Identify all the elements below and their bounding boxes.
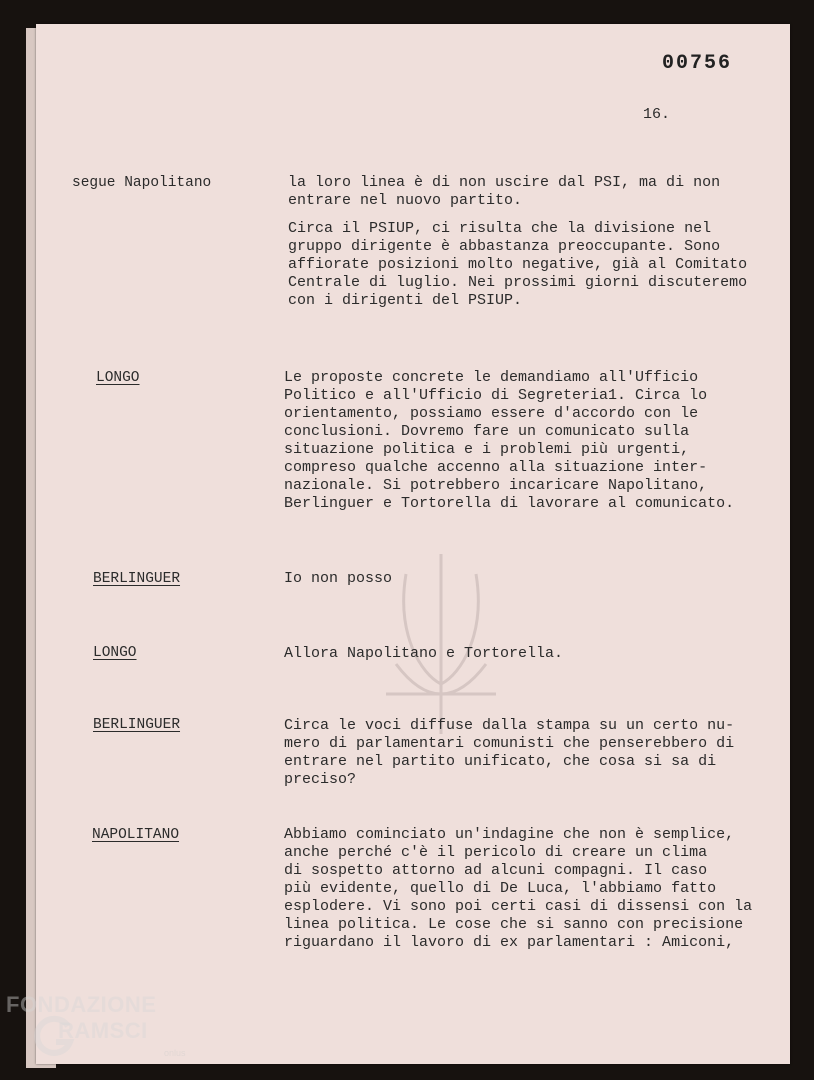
text-line: Abbiamo cominciato un'indagine che non è semplice, xyxy=(284,826,735,843)
text-line: entrare nel partito unificato, che cosa si sa di xyxy=(284,753,717,770)
watermark-line-1: FONDAZIONE xyxy=(6,992,157,1017)
watermark-small-text: onlus xyxy=(164,1048,186,1058)
text-line: Centrale di luglio. Nei prossimi giorni discuteremo xyxy=(288,274,748,291)
speaker-label: LONGO xyxy=(93,645,137,661)
paragraph xyxy=(284,717,784,789)
speaker-label: segue Napolitano xyxy=(72,175,212,191)
text-line: Politico e all'Ufficio di Segreteria1. Circa lo xyxy=(284,387,708,404)
watermark-line-2: RAMSCI xyxy=(58,1018,148,1043)
text-line: nazionale. Si potrebbero incaricare Napolitano, xyxy=(284,477,708,494)
text-line: più evidente, quello di De Luca, l'abbiamo fatto xyxy=(284,880,717,897)
speaker-label: BERLINGUER xyxy=(93,571,181,587)
document-number: 00756 xyxy=(661,52,732,75)
document-page xyxy=(36,24,790,1064)
text-line: gruppo dirigente è abbastanza preoccupante. Sono xyxy=(288,238,721,255)
paragraph xyxy=(284,570,784,588)
text-line: con i dirigenti del PSIUP. xyxy=(288,292,523,309)
text-line: mero di parlamentari comunisti che penserebbero di xyxy=(284,735,735,752)
speech-block xyxy=(288,174,788,310)
text-line: linea politica. Le cose che si sanno con precisione xyxy=(284,916,744,933)
speaker-label: LONGO xyxy=(96,370,140,386)
text-line: situazione politica e i problemi più urgenti, xyxy=(284,441,690,458)
text-line: Berlinguer e Tortorella di lavorare al comunicato. xyxy=(284,495,735,512)
speech-block xyxy=(284,645,784,663)
text-line: Circa le voci diffuse dalla stampa su un certo nu- xyxy=(284,717,735,734)
paragraph xyxy=(284,826,784,952)
paragraph xyxy=(288,220,788,310)
speaker-label: BERLINGUER xyxy=(93,717,181,733)
text-line: riguardano il lavoro di ex parlamentari : Amiconi, xyxy=(284,934,735,951)
paragraph xyxy=(288,174,788,210)
text-line: orientamento, possiamo essere d'accordo con le xyxy=(284,405,699,422)
speaker-label: NAPOLITANO xyxy=(92,827,180,843)
text-line: anche perché c'è il pericolo di creare un clima xyxy=(284,844,708,861)
speech-block xyxy=(284,369,784,513)
text-line: Circa il PSIUP, ci risulta che la divisione nel xyxy=(288,220,712,237)
text-line: Allora Napolitano e Tortorella. xyxy=(284,645,564,662)
text-line: entrare nel nuovo partito. xyxy=(288,192,523,209)
paragraph xyxy=(284,369,784,513)
paragraph xyxy=(284,645,784,663)
fondazione-gramsci-watermark xyxy=(6,990,206,1070)
speech-block xyxy=(284,717,784,789)
text-line: Le proposte concrete le demandiamo all'Ufficio xyxy=(284,369,699,386)
text-line: esplodere. Vi sono poi certi casi di dissensi con la xyxy=(284,898,753,915)
text-line: compreso qualche accenno alla situazione inter- xyxy=(284,459,708,476)
text-line: affiorate posizioni molto negative, già al Comitato xyxy=(288,256,748,273)
text-line: Io non posso xyxy=(284,570,393,587)
speech-block xyxy=(284,826,784,952)
page-number: 16. xyxy=(643,106,671,123)
text-line: conclusioni. Dovremo fare un comunicato sulla xyxy=(284,423,690,440)
text-line: la loro linea è di non uscire dal PSI, ma di non xyxy=(288,174,721,191)
speech-block xyxy=(284,570,784,588)
text-line: di sospetto attorno ad alcuni compagni. Il caso xyxy=(284,862,708,879)
text-line: preciso? xyxy=(284,771,357,788)
